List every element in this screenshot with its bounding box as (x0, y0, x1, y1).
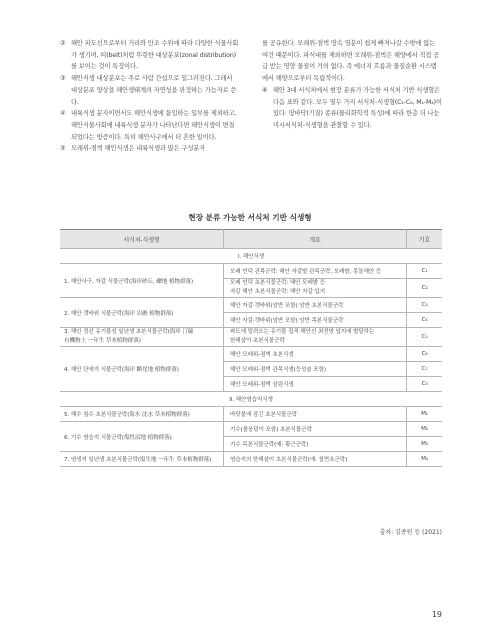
code-cell: C₂ (407, 279, 443, 298)
code-cell: C₅ (407, 328, 443, 347)
code-cell: C₆ (407, 347, 443, 362)
page-number: 19 (431, 610, 442, 619)
desc-cell (224, 328, 407, 347)
table-row (60, 422, 442, 437)
table-row (60, 264, 442, 279)
desc-cell: 기수 목본식물군락(예: 황근군락) (224, 437, 407, 452)
section-label: I. 해안식생 (60, 249, 442, 264)
habitat-cell: 1. 해안사구, 자갈 식물군락(海岸砂丘, 礫地 植物群落) (60, 264, 224, 298)
habitat-line: 3. 해안 정선 유기물성 일년생 초본식물군락(海岸 汀線 (64, 329, 194, 335)
table-header-row (60, 230, 442, 249)
habitat-table (60, 229, 442, 467)
table-row (60, 298, 442, 313)
item-text: 내륙식생 분자이면서도 해안식생에 틈입하는 일부를 제외하고, 해안식물사회에 내륙식생 분자가 나타난다면 해안식생이 변질되었다는 방증이다. 특히 해안사구에서 더 흔한 일이다. (71, 110, 237, 141)
habitat-cell: 5. 해수 침수 초본식물군락(海水 沈水 草本植物群落) (60, 407, 224, 422)
code-cell: C₇ (407, 362, 443, 377)
desc-cell: 해안 모래위-점벅 삼림식생 (224, 377, 407, 392)
desc-line: 모래 언덕 초본식물군락: 해안 모래밭 등 (230, 280, 326, 286)
body-columns (60, 38, 442, 155)
section-row (60, 249, 442, 264)
continued-paragraph: 를 공유한다. 모래위-점벅 땅속 염분이 쉽게 빠져나갈 수밖에 없는 여건 때문이다. 파식대를 제외하면 모래위-점벅은 해양에서 직접 공급 받는 영양 물질이 거의 없다. 즉 에너지 흐름과 물질순환 시스템에서 해양으로부터 독립적이다. (262, 40, 440, 83)
item-text: 해안 3대 서식처에서 현장 분류가 가능한 서식처 기반 식생형은 다음 표와 같다. 모두 열두 가지 서식처-식생형(C₁-C₈, M₁-M₄)이 있다. 땅바닥(기질) 종류(물리화학적 특성)에 따라 한층 더 나눈 미시서식처-식생형을 관찰할 수 있다. (273, 86, 442, 129)
code-cell: M₂ (407, 422, 443, 437)
list-item (60, 108, 240, 143)
item-number: ③ (60, 75, 66, 83)
list-item (60, 73, 240, 108)
table-row (60, 407, 442, 422)
desc-cell: 기수(물웅덩이 포함) 초본식물군락 (224, 422, 407, 437)
desc-cell: 해안 자갈·갯바위(암반 포함) 암반 목본식물군락 (224, 313, 407, 328)
left-column (60, 38, 240, 155)
habitat-cell: 6. 기수 염습지 식물군락(塩性沼地 植物群落) (60, 422, 224, 452)
code-cell: C₃ (407, 298, 443, 313)
source-note: 출처: 김종원 등 (2021) (379, 529, 442, 536)
list-item (60, 38, 240, 73)
code-cell: M₁ (407, 407, 443, 422)
section-label: II. 해안염습지식생 (60, 392, 442, 407)
item-number: ⑤ (60, 145, 66, 153)
code-cell: M₄ (407, 452, 443, 467)
item-number: ② (60, 40, 66, 47)
item-text: 모래위-점벅 해안식생은 내륙식생과 많은 구성분자 (71, 145, 206, 153)
item-text: 해안식생 대상분포는 주로 사람 간섭으로 일그러진다. 그래서 대상분포 양상을 해안생태계의 자연성을 판정하는 가늠자로 쓴다. (71, 75, 237, 106)
code-cell: C₄ (407, 313, 443, 328)
habitat-cell: 4. 해안 단애지 식물군락(海岸 斷崖地 植物群落) (60, 347, 224, 392)
table-row (60, 347, 442, 362)
code-cell: C₈ (407, 377, 443, 392)
desc-cell: 해안 모래위-점벅 초본식생 (224, 347, 407, 362)
habitat-cell: 7. 염생지 일년생 초본식물군락(塩生地 一年生 草本植物群落) (60, 452, 224, 467)
desc-cell: 해안 모래위-점벅 관목식생(등성술 포함) (224, 362, 407, 377)
table-row (60, 328, 442, 347)
desc-cell: 모래 언덕 관목군락: 해안 자갈밭 관목군락, 모래밭, 몽돌해안 등 (224, 264, 407, 279)
desc-line: 자갈 해안 초본식물군락: 해안 자갈 입지 (230, 289, 326, 295)
list-item (262, 85, 442, 132)
table-row (60, 452, 442, 467)
desc-line: 한해살이 초본식물군락 (230, 338, 285, 344)
item-text: 해안 파도선으로부터 거리와 만조 수위에 따라 다양한 식물사회가 생기며, 띠(belt)처럼 뚜렷한 대상분포(zonal distribution)를 보이는 것이 특징이다. (71, 40, 239, 71)
desc-cell: 염습지의 한해살이 초본식물군락(예: 칠면초군락) (224, 452, 407, 467)
code-cell: M₃ (407, 437, 443, 452)
item-number: ④ (60, 110, 66, 118)
desc-line: 파도에 밀려오는 유기물 집적 해안선 최전방 입지에 발달하는 (230, 329, 375, 335)
habitat-line: 有機物上 一年生 草本植物群落) (64, 338, 141, 344)
code-cell: C₁ (407, 264, 443, 279)
habitat-cell (60, 328, 224, 347)
list-item (60, 143, 240, 155)
habitat-cell: 2. 해안 갯바위 식물군락(海岸 岩礁 植物群落) (60, 298, 224, 328)
desc-cell: 해안 자갈·갯바위(암반 포함) 암반 초본식물군락 (224, 298, 407, 313)
desc-cell (224, 279, 407, 298)
column-header: 개요 (224, 230, 407, 249)
desc-cell: 바닷물에 잠긴 초본식물군락 (224, 407, 407, 422)
table-title: 현장 분류 가능한 서식처 기반 식생형 (188, 213, 312, 222)
column-header: 서식처-식생형 (60, 230, 224, 249)
section-row (60, 392, 442, 407)
right-column (262, 38, 442, 155)
item-number: ⑥ (262, 86, 268, 94)
column-header: 기호 (407, 230, 443, 249)
